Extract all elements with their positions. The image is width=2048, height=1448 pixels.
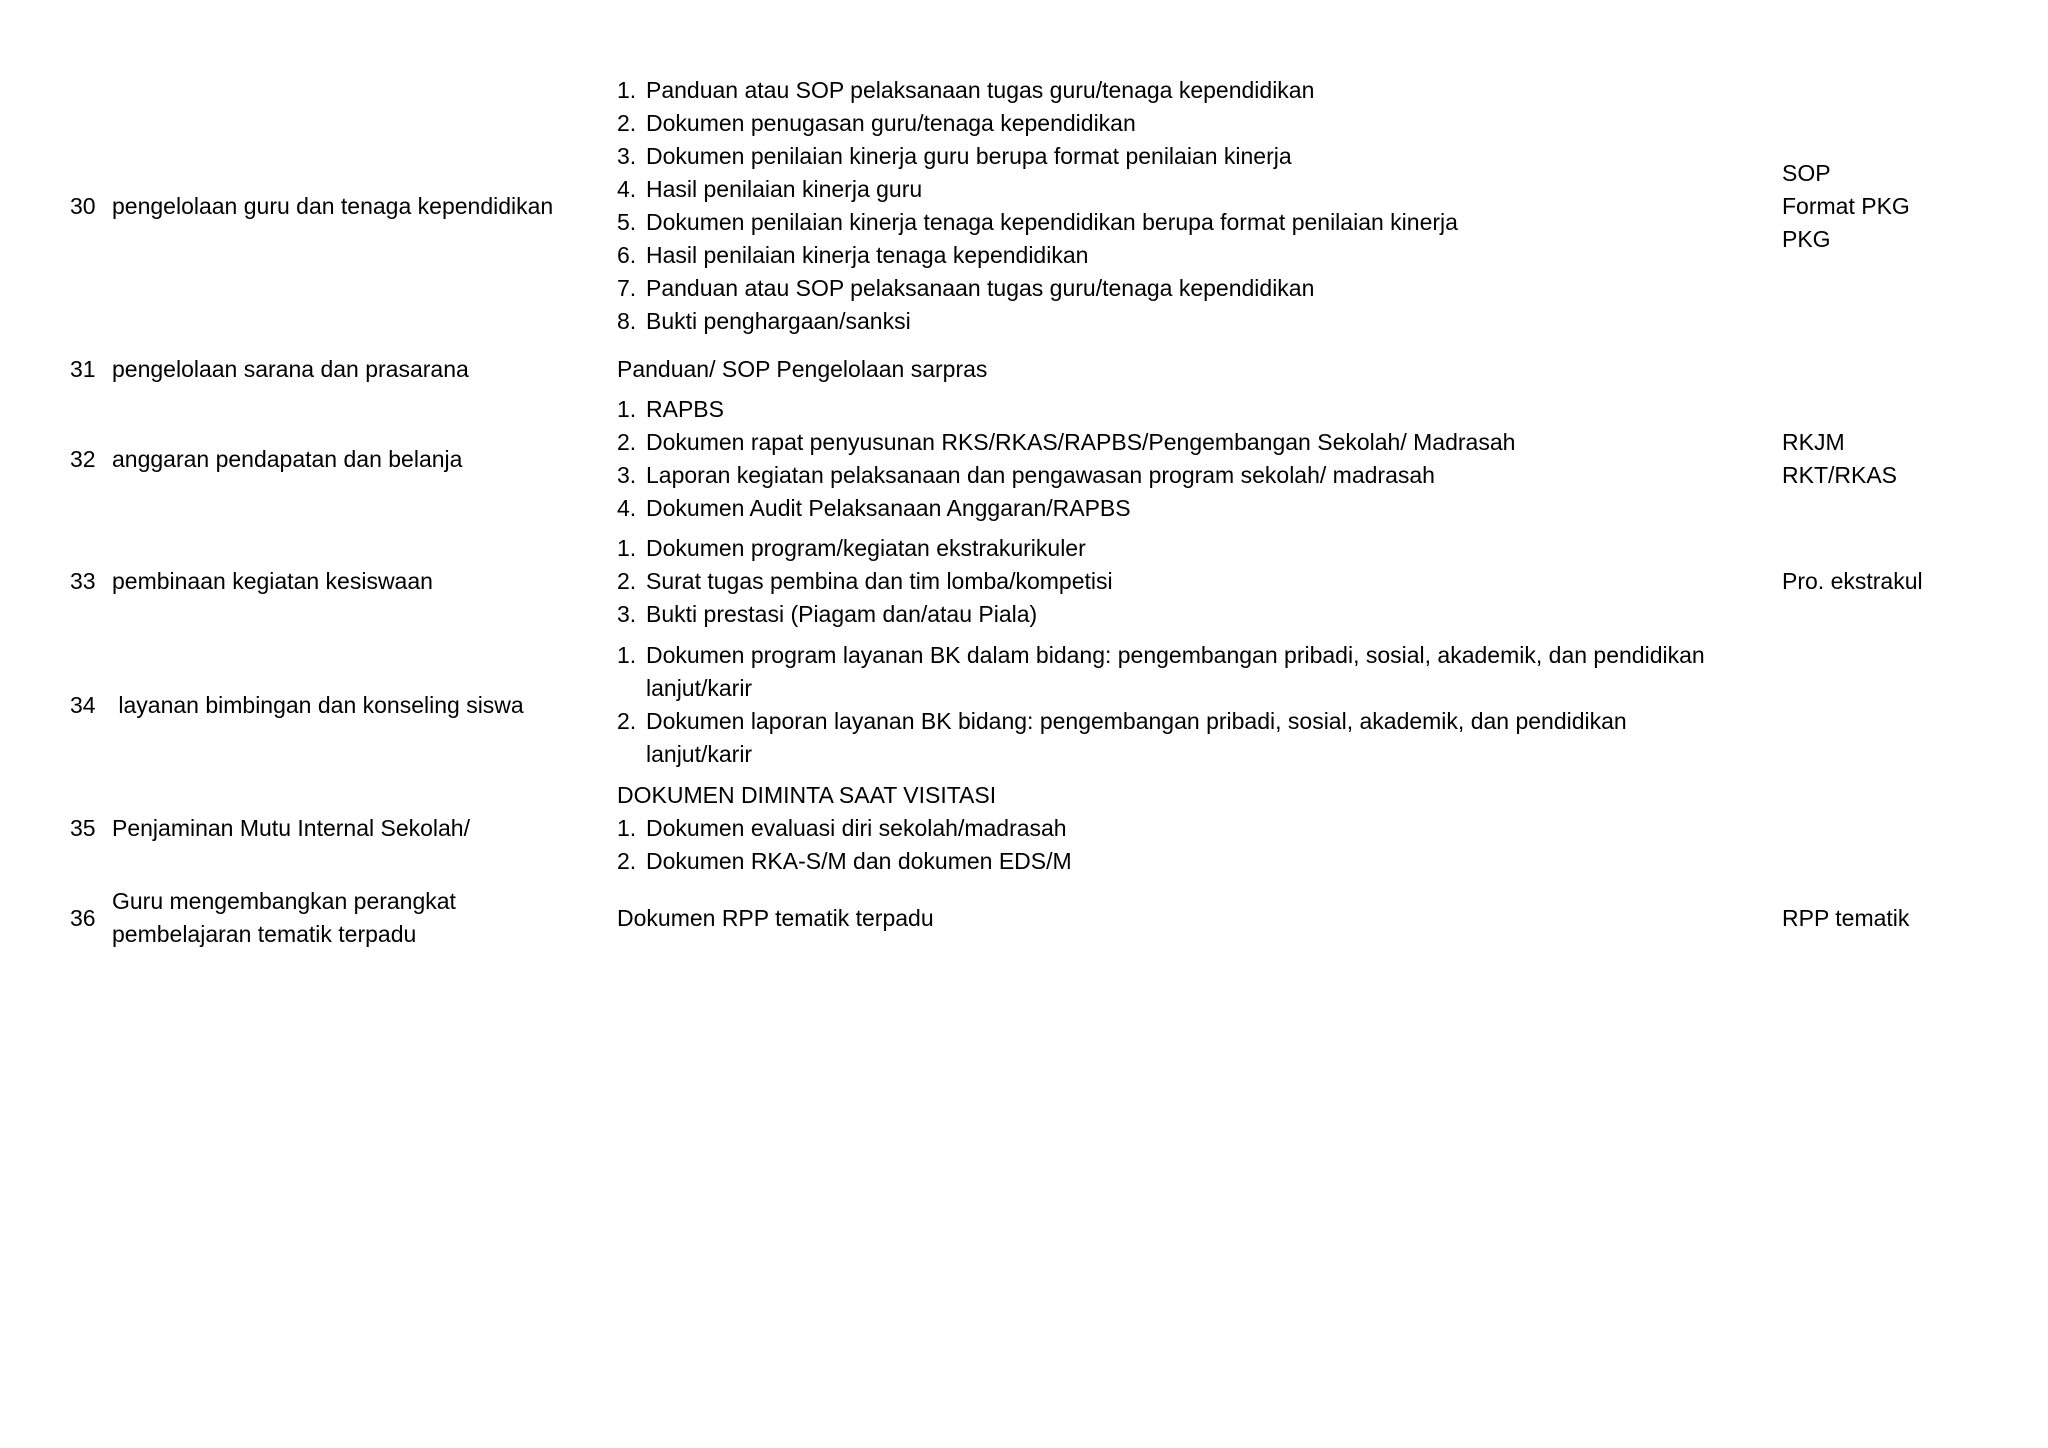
list-item: 4. Hasil penilaian kinerja guru	[617, 173, 1737, 206]
list-item: 7. Panduan atau SOP pelaksanaan tugas guru/tenaga kependidikan	[617, 272, 1737, 305]
row-documents	[617, 393, 1737, 525]
row-topic: Guru mengembangkan perangkat pembelajaran tematik terpadu	[112, 888, 456, 947]
document-intro: DOKUMEN DIMINTA SAAT VISITASI	[617, 782, 997, 808]
document-text: Dokumen laporan layanan BK bidang: pengembangan pribadi, sosial, akademik, dan pendidikan lanjut/karir	[646, 708, 1627, 767]
table-row	[0, 393, 2048, 525]
list-item: 3. Laporan kegiatan pelaksanaan dan pengawasan program sekolah/ madrasah	[617, 459, 1737, 492]
row-number: 34	[70, 691, 96, 718]
document-text: Hasil penilaian kinerja tenaga kependidikan	[646, 242, 1089, 268]
row-topic: pengelolaan guru dan tenaga kependidikan	[112, 192, 554, 219]
row-topic: anggaran pendapatan dan belanja	[112, 445, 463, 472]
list-item: 1. Panduan atau SOP pelaksanaan tugas guru/tenaga kependidikan	[617, 74, 1737, 107]
list-item: 2. Dokumen penugasan guru/tenaga kependidikan	[617, 107, 1737, 140]
document-text: Panduan atau SOP pelaksanaan tugas guru/tenaga kependidikan	[646, 77, 1315, 103]
document-text: Dokumen program/kegiatan ekstrakurikuler	[646, 535, 1086, 561]
row-topic: Penjaminan Mutu Internal Sekolah/	[112, 815, 470, 841]
document-text: Surat tugas pembina dan tim lomba/kompetisi	[646, 568, 1113, 594]
document-text: Hasil penilaian kinerja guru	[646, 176, 923, 202]
row-number: 36	[70, 904, 96, 931]
document-text: Dokumen penugasan guru/tenaga kependidikan	[646, 110, 1136, 136]
list-item: 8. Bukti penghargaan/sanksi	[617, 305, 1737, 338]
row-number: 31	[70, 356, 96, 382]
evidence-item: RKJM	[1782, 429, 1845, 455]
row-topic: layanan bimbingan dan konseling siswa	[112, 691, 524, 718]
table-row	[0, 779, 2048, 878]
document-text: Bukti prestasi (Piagam dan/atau Piala)	[646, 601, 1038, 627]
list-item: 3. Bukti prestasi (Piagam dan/atau Piala)	[617, 598, 1737, 631]
evidence-item: Pro. ekstrakul	[1782, 568, 1923, 594]
evidence-item: PKG	[1782, 225, 1831, 252]
document-text: Dokumen Audit Pelaksanaan Anggaran/RAPBS	[646, 495, 1131, 521]
row-evidence	[1782, 74, 2022, 338]
document-text: Panduan atau SOP pelaksanaan tugas guru/tenaga kependidikan	[646, 275, 1315, 301]
document-text: Dokumen rapat penyusunan RKS/RKAS/RAPBS/Pengembangan Sekolah/ Madrasah	[646, 429, 1516, 455]
document-text: Dokumen RKA-S/M dan dokumen EDS/M	[646, 848, 1072, 874]
row-documents	[617, 353, 1737, 386]
row-documents	[617, 639, 1737, 771]
row-number: 33	[70, 568, 96, 594]
row-number: 32	[70, 445, 96, 472]
row-evidence	[1782, 393, 2022, 525]
row-topic: pembinaan kegiatan kesiswaan	[112, 568, 433, 594]
row-documents	[617, 779, 1737, 878]
row-documents	[617, 74, 1737, 338]
document-text: Dokumen penilaian kinerja tenaga kependidikan berupa format penilaian kinerja	[646, 209, 1458, 235]
table-row	[0, 532, 2048, 631]
list-item: 1. Dokumen program/kegiatan ekstrakurikuler	[617, 532, 1737, 565]
row-topic: pengelolaan sarana dan prasarana	[112, 356, 469, 382]
list-item: 2. Surat tugas pembina dan tim lomba/kompetisi	[617, 565, 1737, 598]
list-item: 1. Dokumen program layanan BK dalam bidang: pengembangan pribadi, sosial, akademik, dan pendidikan lanjut/karir	[617, 639, 1737, 705]
table-row	[0, 885, 2048, 951]
list-item: 6. Hasil penilaian kinerja tenaga kependidikan	[617, 239, 1737, 272]
list-item: 2. Dokumen rapat penyusunan RKS/RKAS/RAPBS/Pengembangan Sekolah/ Madrasah	[617, 426, 1737, 459]
row-number: 35	[70, 815, 96, 841]
table-row	[0, 74, 2048, 338]
document-text: Dokumen penilaian kinerja guru berupa format penilaian kinerja	[646, 143, 1292, 169]
row-documents	[617, 532, 1737, 631]
document-text: Dokumen program layanan BK dalam bidang: pengembangan pribadi, sosial, akademik, dan pendidikan lanjut/karir	[646, 642, 1705, 701]
table-row	[0, 639, 2048, 771]
list-item: 3. Dokumen penilaian kinerja guru berupa format penilaian kinerja	[617, 140, 1737, 173]
document-text: Dokumen evaluasi diri sekolah/madrasah	[646, 815, 1067, 841]
table-row	[0, 353, 2048, 386]
document-text: Bukti penghargaan/sanksi	[646, 308, 911, 334]
list-item: 1. Dokumen evaluasi diri sekolah/madrasah	[617, 812, 1737, 845]
document-intro: Dokumen RPP tematik terpadu	[617, 904, 934, 931]
list-item: 2. Dokumen RKA-S/M dan dokumen EDS/M	[617, 845, 1737, 878]
list-item: 2. Dokumen laporan layanan BK bidang: pengembangan pribadi, sosial, akademik, dan pendidikan lanjut/karir	[617, 705, 1737, 771]
row-evidence	[1782, 532, 2022, 631]
document-intro: Panduan/ SOP Pengelolaan sarpras	[617, 356, 988, 382]
evidence-item: RPP tematik	[1782, 904, 1910, 931]
evidence-item: Format PKG	[1782, 192, 1910, 219]
document-text: Laporan kegiatan pelaksanaan dan pengawasan program sekolah/ madrasah	[646, 462, 1435, 488]
document-text: RAPBS	[646, 396, 724, 422]
list-item: 4. Dokumen Audit Pelaksanaan Anggaran/RAPBS	[617, 492, 1737, 525]
row-evidence	[1782, 885, 2022, 951]
row-number: 30	[70, 192, 96, 219]
evidence-item: SOP	[1782, 159, 1831, 186]
list-item: 1. RAPBS	[617, 393, 1737, 426]
list-item: 5. Dokumen penilaian kinerja tenaga kependidikan berupa format penilaian kinerja	[617, 206, 1737, 239]
row-documents	[617, 885, 1737, 951]
evidence-item: RKT/RKAS	[1782, 462, 1898, 488]
